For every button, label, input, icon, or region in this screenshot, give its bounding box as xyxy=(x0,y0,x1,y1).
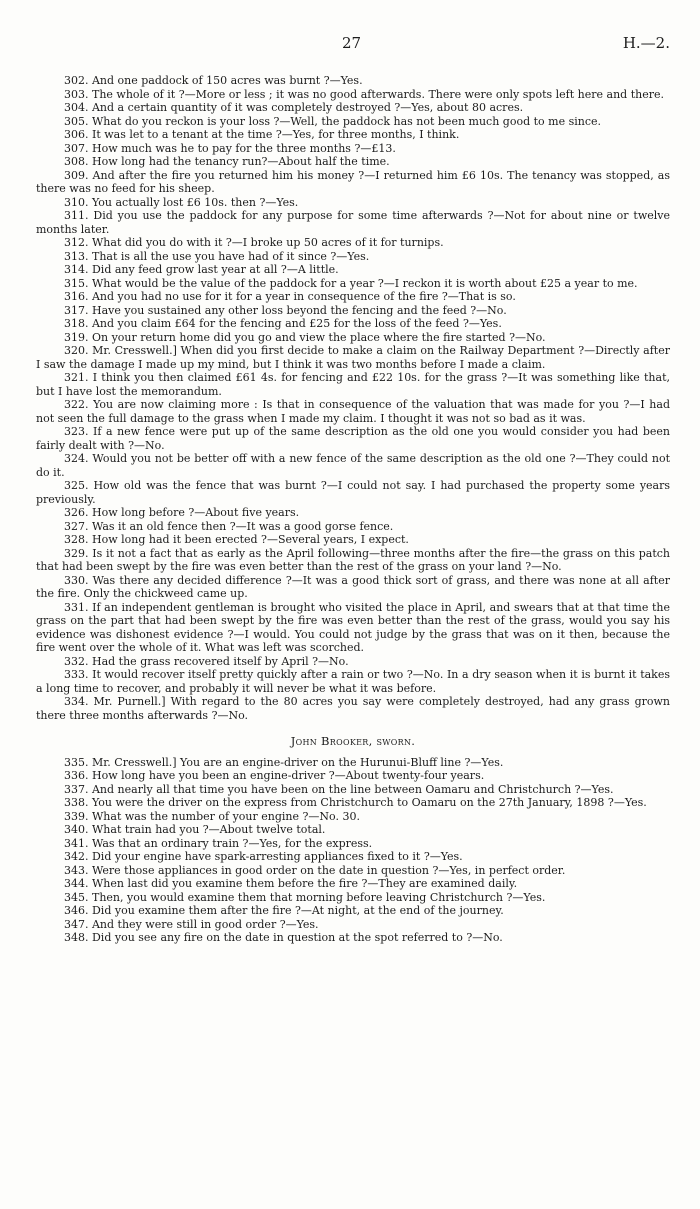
question-317: 317. Have you sustained any other loss beyond the fencing and the feed ?—No. xyxy=(64,303,507,317)
question-307: 307. How much was he to pay for the three months ?—£13. xyxy=(64,141,396,155)
question-314: 314. Did any feed grow last year at all ?—A little. xyxy=(64,263,339,276)
question-330: 330. Was there any decided difference ?—It was a good thick sort of grass, and there was none at all after the fire. Only the chickweed came up. xyxy=(36,573,670,600)
question-341: 341. Was that an ordinary train ?—Yes, for the express. xyxy=(64,836,373,850)
question-337: 337. And nearly all that time you have been on the line between Oamaru and Christchurch ?—Yes. xyxy=(64,782,614,796)
question-344: 344. When last did you examine them before the fire ?—They are examined daily. xyxy=(64,877,518,890)
question-342: 342. Did your engine have spark-arresting appliances fixed to it ?—Yes. xyxy=(64,850,463,863)
question-326: 326. How long before ?—About five years. xyxy=(64,506,300,519)
page-number: 27 xyxy=(342,34,362,52)
question-312: 312. What did you do with it ?—I broke up 50 acres of it for turnips. xyxy=(64,236,444,249)
question-338: 338. You were the driver on the express from Christchurch to Oamaru on the 27th January, 1898 ?—Yes. xyxy=(64,796,647,809)
question-336: 336. How long have you been an engine-driver ?—About twenty-four years. xyxy=(64,769,485,782)
question-315: 315. What would be the value of the paddock for a year ?—I reckon it is worth about £25 a year to me. xyxy=(64,276,638,290)
question-304: 304. And a certain quantity of it was completely destroyed ?—Yes, about 80 acres. xyxy=(64,101,524,114)
question-303: 303. The whole of it ?—More or less ; it was no good afterwards. There were only spots left here and there. xyxy=(64,87,664,101)
question-343: 343. Were those appliances in good order on the date in question ?—Yes, in perfect order. xyxy=(64,863,566,877)
question-316: 316. And you had no use for it for a year in consequence of the fire ?—That is so. xyxy=(64,290,516,303)
question-331: 331. If an independent gentleman is brought who visited the place in April, and swears that at that time the grass on the part that had been swept by the fire was even better than the rest of the grass, would you say his evidence was dishonest evidence ?—I would. You could not judge by the grass that was on it then, because the fire went over the whole of it. What was left was scorched. xyxy=(36,600,670,654)
question-328: 328. How long had it been erected ?—Several years, I expect. xyxy=(64,533,409,546)
question-347: 347. And they were still in good order ?—Yes. xyxy=(64,917,319,931)
question-333: 333. It would recover itself pretty quickly after a rain or two ?—No. In a dry season when it is burnt it takes a long time to recover, and probably it will never be what it was before. xyxy=(36,668,670,695)
question-306: 306. It was let to a tenant at the time ?—Yes, for three months, I think. xyxy=(64,128,460,141)
question-324: 324. Would you not be better off with a new fence of the same description as the old one ?—They could not do it. xyxy=(36,452,670,479)
question-320: 320. Mr. Cresswell.] When did you first decide to make a claim on the Railway Department ?—Directly after I saw the damage I made up my mind, but I think it was two months before I made a claim. xyxy=(36,344,670,371)
question-346: 346. Did you examine them after the fire ?—At night, at the end of the journey. xyxy=(64,904,504,917)
question-318: 318. And you claim £64 for the fencing and £25 for the loss of the feed ?—Yes. xyxy=(64,317,502,330)
question-311: 311. Did you use the paddock for any purpose for some time afterwards ?—Not for about nine or twelve months later. xyxy=(36,209,670,236)
question-334: 334. Mr. Purnell.] With regard to the 80 acres you say were completely destroyed, had any grass grown there three months afterwards ?—No. xyxy=(36,695,670,722)
question-348: 348. Did you see any fire on the date in question at the spot referred to ?—No. xyxy=(64,931,503,944)
question-302: 302. And one paddock of 150 acres was burnt ?—Yes. xyxy=(64,74,363,87)
question-329: 329. Is it not a fact that as early as the April following—three months after the fire—the grass on this patch that had been swept by the fire was even better than the rest of the grass on your land ?—No. xyxy=(36,546,670,573)
page-header xyxy=(36,34,670,74)
question-310: 310. You actually lost £6 10s. then ?—Yes. xyxy=(64,195,299,209)
question-305: 305. What do you reckon is your loss ?—Well, the paddock has not been much good to me since. xyxy=(64,114,602,128)
question-325: 325. How old was the fence that was burnt ?—I could not say. I had purchased the property some years previously. xyxy=(36,479,670,506)
document-reference: H.—2. xyxy=(622,34,670,52)
question-308: 308. How long had the tenancy run?—About half the time. xyxy=(64,155,390,168)
witness-heading: John Brooker, sworn. xyxy=(290,734,416,748)
evidence-body xyxy=(36,74,670,945)
question-345: 345. Then, you would examine them that morning before leaving Christchurch ?—Yes. xyxy=(64,890,546,904)
question-321: 321. I think you then claimed £61 4s. for fencing and £22 10s. for the grass ?—It was something like that, but I have lost the memorandum. xyxy=(36,371,670,398)
question-339: 339. What was the number of your engine ?—No. 30. xyxy=(64,809,360,823)
question-332: 332. Had the grass recovered itself by April ?—No. xyxy=(64,654,349,668)
question-340: 340. What train had you ?—About twelve total. xyxy=(64,823,326,836)
question-322: 322. You are now claiming more : Is that in consequence of the valuation that was made for you ?—I had not seen the full damage to the grass when I made my claim. I thought it was not so bad as it was. xyxy=(36,398,670,425)
question-323: 323. If a new fence were put up of the same description as the old one you would consider you had been fairly dealt with ?—No. xyxy=(36,425,670,452)
question-319: 319. On your return home did you go and view the place where the fire started ?—No. xyxy=(64,330,546,344)
question-313: 313. That is all the use you have had of it since ?—Yes. xyxy=(64,249,370,263)
question-309: 309. And after the fire you returned him his money ?—I returned him £6 10s. The tenancy was stopped, as there was no feed for his sheep. xyxy=(36,168,670,195)
question-335: 335. Mr. Cresswell.] You are an engine-driver on the Hurunui-Bluff line ?—Yes. xyxy=(64,755,504,769)
question-327: 327. Was it an old fence then ?—It was a good gorse fence. xyxy=(64,519,394,533)
